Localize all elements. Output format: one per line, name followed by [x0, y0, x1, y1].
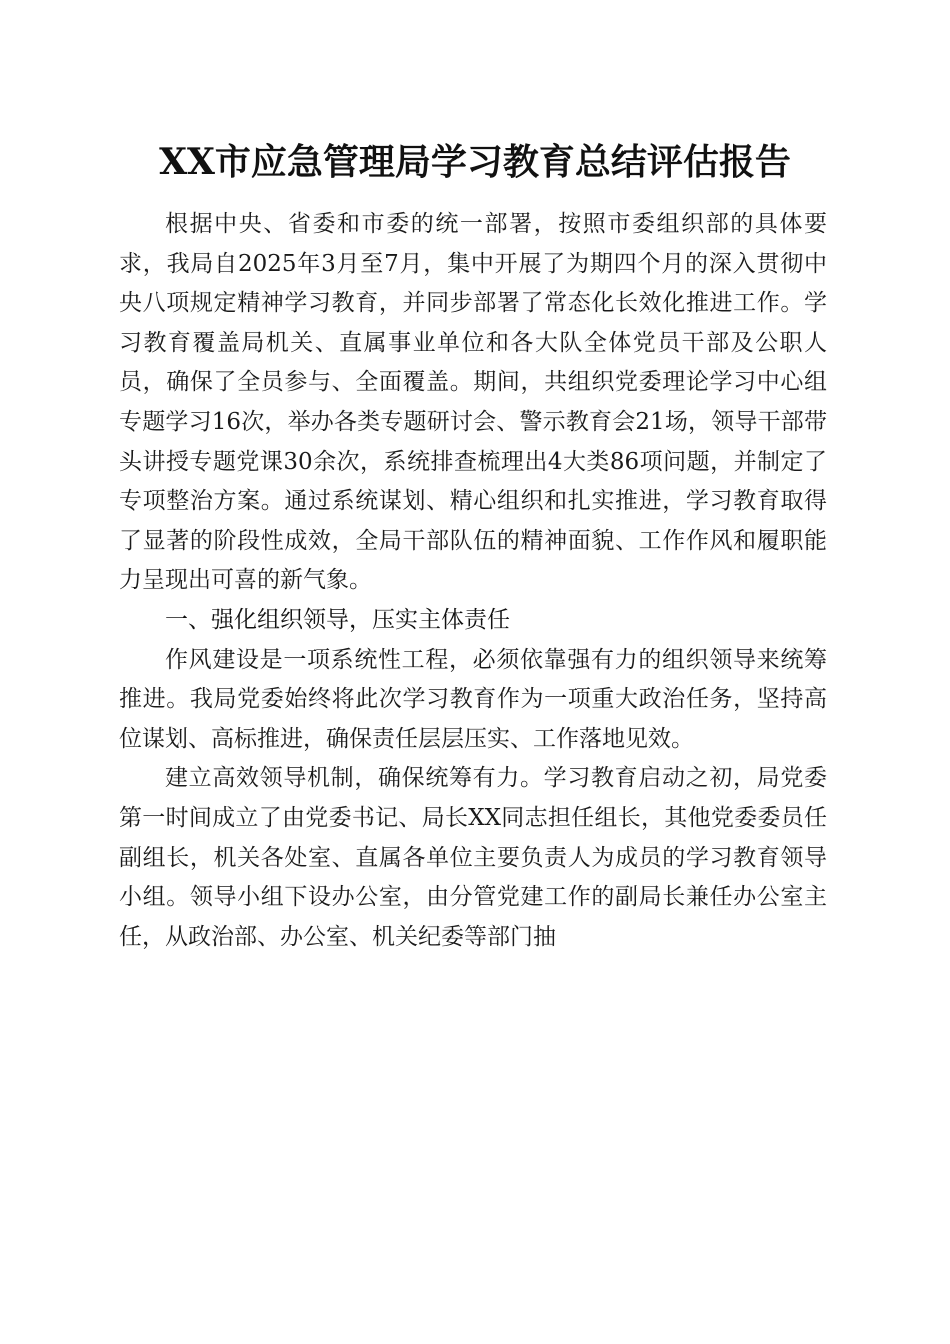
- section-paragraph: 建立高效领导机制，确保统筹有力。学习教育启动之初，局党委第一时间成立了由党委书记、局长XX同志担任组长，其他党委委员任副组长，机关各处室、直属各单位主要负责人为成员的学习教育领导小组。领导小组下设办公室，由分管党建工作的副局长兼任办公室主任，从政治部、办公室、机关纪委等部门抽: [119, 765, 827, 950]
- document-body: [119, 205, 827, 957]
- document-title: XX市应急管理局学习教育总结评估报告: [159, 141, 791, 183]
- section-heading: 一、强化组织领导，压实主体责任: [165, 606, 510, 633]
- section-paragraph: 作风建设是一项系统性工程，必须依靠强有力的组织领导来统筹推进。我局党委始终将此次学习教育作为一项重大政治任务，坚持高位谋划、高标推进，确保责任层层压实、工作落地见效。: [119, 646, 827, 752]
- intro-paragraph: 根据中央、省委和市委的统一部署，按照市委组织部的具体要求，我局自2025年3月至7月，集中开展了为期四个月的深入贯彻中央八项规定精神学习教育，并同步部署了常态化长效化推进工作。学习教育覆盖局机关、直属事业单位和各大队全体党员干部及公职人员，确保了全员参与、全面覆盖。期间，共组织党委理论学习中心组专题学习16次，举办各类专题研讨会、警示教育会21场，领导干部带头讲授专题党课30余次，系统排查梳理出4大类86项问题，并制定了专项整治方案。通过系统谋划、精心组织和扎实推进，学习教育取得了显著的阶段性成效，全局干部队伍的精神面貌、工作作风和履职能力呈现出可喜的新气象。: [119, 211, 827, 594]
